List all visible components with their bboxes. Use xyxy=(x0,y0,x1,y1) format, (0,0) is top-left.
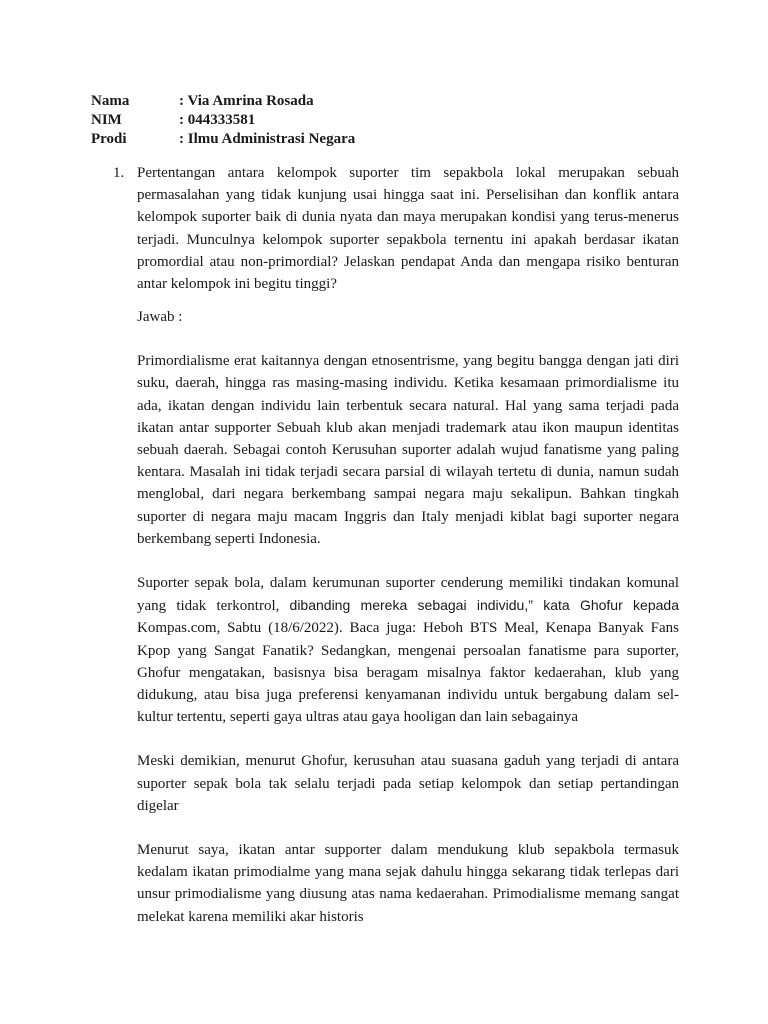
nim-row xyxy=(91,111,355,130)
answer-paragraph-1: Primordialisme erat kaitannya dengan etnosentrisme, yang begitu bangga dengan jati diri suku, daerah, hingga ras masing-masing individu. Ketika kesamaan primordialisme itu ada, ikatan dengan individu lain terbentuk secara natural. Hal yang sama terjadi pada ikatan antar supporter Sebuah klub akan menjadi trademark atau ikon maupun identitas sebuah daerah. Sebagai contoh Kerusuhan suporter adalah wujud fanatisme yang paling kentara. Masalah ini tidak terjadi secara parsial di wilayah tertetu di dunia, namun sudah menglobal, dari negara berkembang sampai negara maju sekalipun. Bahkan tingkah suporter di negara maju macam Inggris dan Italy menjadi kiblat bagi suporter negara berkembang seperti Indonesia. xyxy=(137,353,679,547)
paragraph-2-part-a: Suporter sepak bola, dalam kerumunan suporter cenderung memiliki tindakan komunal yang tidak terkontrol, xyxy=(137,575,679,615)
nim-value: : 044333581 xyxy=(179,112,256,128)
prodi-row xyxy=(91,130,355,149)
nama-label: Nama xyxy=(91,93,130,109)
answer-paragraph-2 xyxy=(137,572,679,728)
nama-row xyxy=(91,92,355,111)
nama-value: : Via Amrina Rosada xyxy=(179,93,314,109)
prodi-value: : Ilmu Administrasi Negara xyxy=(179,131,356,147)
question-number: 1. xyxy=(113,165,125,181)
question-text: Pertentangan antara kelompok suporter tim sepakbola lokal merupakan sebuah permasalahan yang tidak kunjung usai hingga saat ini. Perselisihan dan konflik antara kelompok suporter baik di dunia nyata dan maya merupakan kondisi yang terus-menerus terjadi. Munculnya kelompok suporter sepakbola ternentu ini apakah berdasar ikatan promordial atau non-primordial? Jelaskan pendapat Anda dan mengapa risiko benturan antar kelompok ini begitu tinggi? xyxy=(137,165,679,293)
answer-section xyxy=(137,306,679,928)
student-info xyxy=(91,92,355,149)
prodi-label: Prodi xyxy=(91,131,127,147)
paragraph-2-quote-part: dibanding mereka sebagai individu,” kata Ghofur kepada xyxy=(289,597,679,614)
question-item xyxy=(113,162,679,295)
nim-label: NIM xyxy=(91,112,122,128)
paragraph-2-part-c: Kompas.com, Sabtu (18/6/2022). Baca juga: Heboh BTS Meal, Kenapa Banyak Fans Kpop yang Sangat Fanatik? Sedangkan, mengenai persoalan fanatisme para suporter, Ghofur mengatakan, basisnya bisa beragam misalnya faktor kedaerahan, klub yang didukung, atau bisa juga preferensi kenyamanan individu untuk bergabung dalam sel-kultur tertentu, seperti gaya ultras atau gaya hooligan dan lain sebagainya xyxy=(137,620,679,726)
answer-label: Jawab : xyxy=(137,309,183,325)
answer-paragraph-3: Meski demikian, menurut Ghofur, kerusuhan atau suasana gaduh yang terjadi di antara suporter sepak bola tak selalu terjadi pada setiap kelompok dan setiap pertandingan digelar xyxy=(137,753,679,814)
answer-paragraph-4: Menurut saya, ikatan antar supporter dalam mendukung klub sepakbola termasuk kedalam ikatan primodialme yang mana sejak dahulu hingga sekarang tidak terlepas dari unsur primodialisme yang diusung atas nama kedaerahan. Primodialisme memang sangat melekat karena memiliki akar historis xyxy=(137,842,679,925)
